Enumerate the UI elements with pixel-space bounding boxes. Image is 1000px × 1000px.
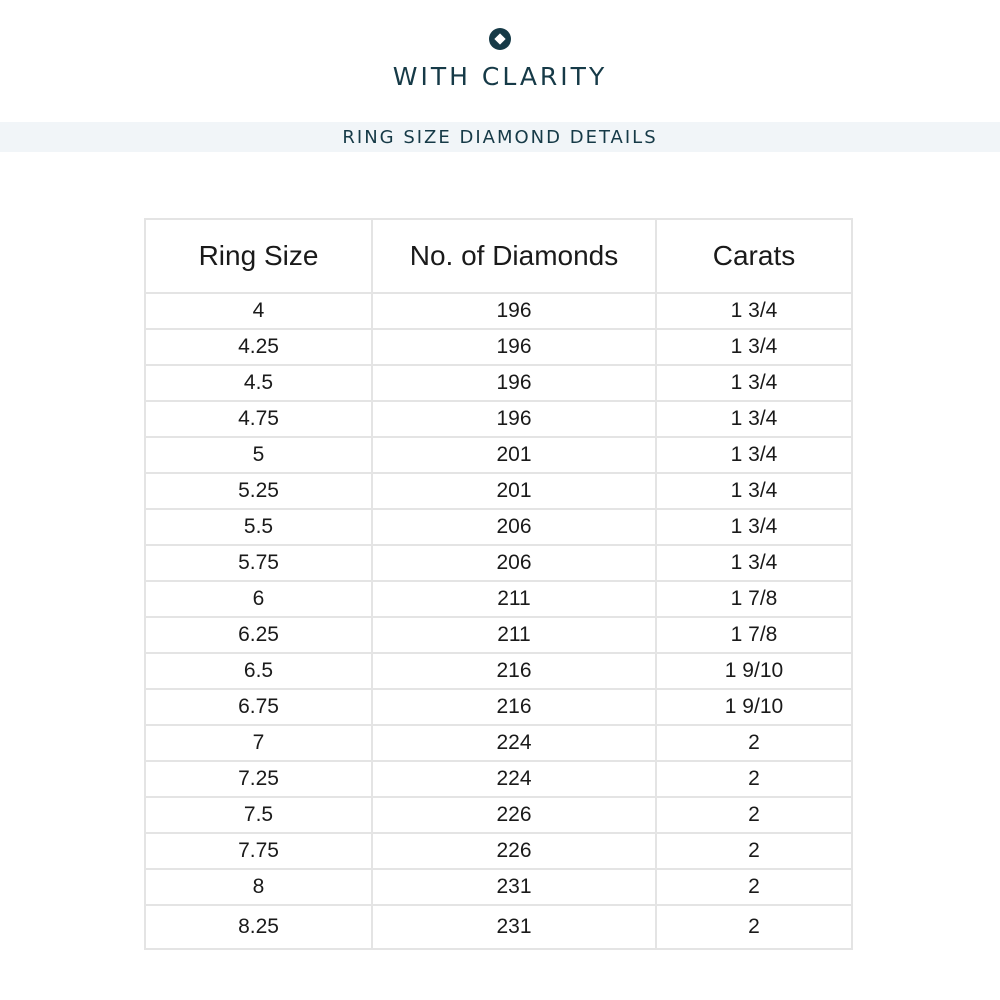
cell-carats: 1 7/8 xyxy=(656,617,852,653)
cell-no-of-diamonds: 216 xyxy=(372,653,656,689)
cell-carats: 1 9/10 xyxy=(656,689,852,725)
cell-carats: 2 xyxy=(656,797,852,833)
cell-ring-size: 6.75 xyxy=(145,689,372,725)
cell-carats: 1 3/4 xyxy=(656,509,852,545)
table-row xyxy=(145,401,852,437)
cell-carats: 1 3/4 xyxy=(656,437,852,473)
cell-ring-size: 5.5 xyxy=(145,509,372,545)
cell-ring-size: 4.25 xyxy=(145,329,372,365)
table-header-row xyxy=(145,219,852,293)
cell-no-of-diamonds: 196 xyxy=(372,329,656,365)
table-row xyxy=(145,869,852,905)
cell-ring-size: 5.25 xyxy=(145,473,372,509)
cell-carats: 2 xyxy=(656,725,852,761)
table-row xyxy=(145,833,852,869)
cell-no-of-diamonds: 231 xyxy=(372,905,656,949)
table-body xyxy=(145,293,852,949)
table-row xyxy=(145,365,852,401)
cell-carats: 1 3/4 xyxy=(656,329,852,365)
cell-ring-size: 7.5 xyxy=(145,797,372,833)
cell-carats: 2 xyxy=(656,869,852,905)
cell-no-of-diamonds: 216 xyxy=(372,689,656,725)
cell-no-of-diamonds: 211 xyxy=(372,617,656,653)
cell-carats: 1 3/4 xyxy=(656,365,852,401)
table-row xyxy=(145,545,852,581)
cell-ring-size: 4 xyxy=(145,293,372,329)
cell-carats: 2 xyxy=(656,905,852,949)
cell-carats: 1 7/8 xyxy=(656,581,852,617)
cell-no-of-diamonds: 224 xyxy=(372,725,656,761)
cell-ring-size: 6.5 xyxy=(145,653,372,689)
cell-no-of-diamonds: 196 xyxy=(372,401,656,437)
cell-carats: 1 3/4 xyxy=(656,401,852,437)
diamond-circle-icon xyxy=(489,28,511,50)
cell-ring-size: 5.75 xyxy=(145,545,372,581)
cell-carats: 1 3/4 xyxy=(656,293,852,329)
cell-ring-size: 8.25 xyxy=(145,905,372,949)
cell-no-of-diamonds: 206 xyxy=(372,545,656,581)
table-row xyxy=(145,509,852,545)
cell-carats: 1 3/4 xyxy=(656,545,852,581)
table-row xyxy=(145,329,852,365)
table-row xyxy=(145,437,852,473)
table-row xyxy=(145,581,852,617)
cell-no-of-diamonds: 196 xyxy=(372,365,656,401)
table-row xyxy=(145,293,852,329)
cell-ring-size: 4.75 xyxy=(145,401,372,437)
table-row xyxy=(145,761,852,797)
cell-no-of-diamonds: 211 xyxy=(372,581,656,617)
cell-no-of-diamonds: 226 xyxy=(372,797,656,833)
cell-no-of-diamonds: 226 xyxy=(372,833,656,869)
cell-carats: 2 xyxy=(656,761,852,797)
cell-ring-size: 7.75 xyxy=(145,833,372,869)
ring-size-table xyxy=(144,218,853,950)
table-row xyxy=(145,617,852,653)
cell-ring-size: 5 xyxy=(145,437,372,473)
page-subtitle: RING SIZE DIAMOND DETAILS xyxy=(342,126,658,148)
table-row xyxy=(145,689,852,725)
cell-carats: 2 xyxy=(656,833,852,869)
header-ring-size: Ring Size xyxy=(145,219,372,293)
cell-ring-size: 7 xyxy=(145,725,372,761)
cell-ring-size: 8 xyxy=(145,869,372,905)
table-row xyxy=(145,905,852,949)
header-no-of-diamonds: No. of Diamonds xyxy=(372,219,656,293)
cell-no-of-diamonds: 224 xyxy=(372,761,656,797)
cell-carats: 1 3/4 xyxy=(656,473,852,509)
cell-carats: 1 9/10 xyxy=(656,653,852,689)
cell-no-of-diamonds: 206 xyxy=(372,509,656,545)
cell-ring-size: 7.25 xyxy=(145,761,372,797)
cell-ring-size: 6 xyxy=(145,581,372,617)
cell-no-of-diamonds: 201 xyxy=(372,473,656,509)
subtitle-band xyxy=(0,122,1000,152)
table-row xyxy=(145,473,852,509)
cell-ring-size: 6.25 xyxy=(145,617,372,653)
brand-name: WITH CLARITY xyxy=(392,62,608,91)
cell-no-of-diamonds: 196 xyxy=(372,293,656,329)
cell-no-of-diamonds: 201 xyxy=(372,437,656,473)
cell-ring-size: 4.5 xyxy=(145,365,372,401)
cell-no-of-diamonds: 231 xyxy=(372,869,656,905)
header-carats: Carats xyxy=(656,219,852,293)
logo xyxy=(0,28,1000,91)
table-row xyxy=(145,725,852,761)
table-row xyxy=(145,653,852,689)
table-row xyxy=(145,797,852,833)
